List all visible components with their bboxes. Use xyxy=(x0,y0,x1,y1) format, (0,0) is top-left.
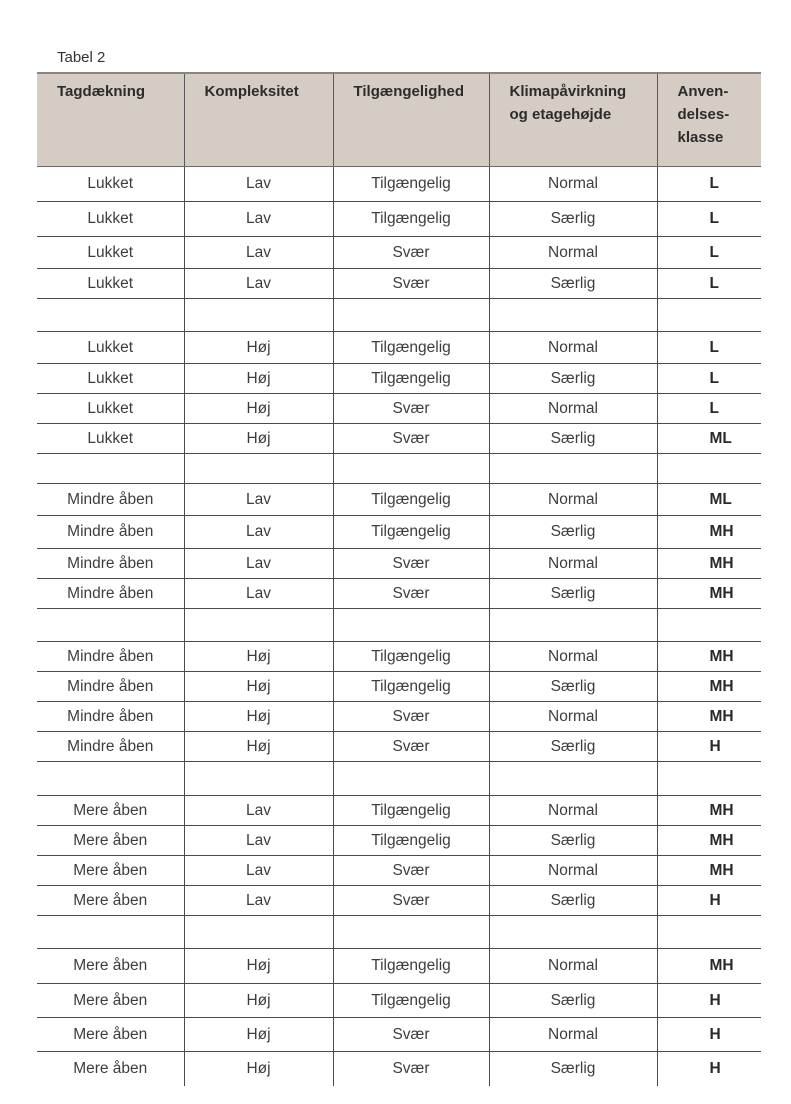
cell-klima: Særlig xyxy=(489,202,657,237)
spacer-cell xyxy=(333,454,489,484)
cell-tilgaengelighed: Tilgængelig xyxy=(333,642,489,672)
cell-klima: Normal xyxy=(489,642,657,672)
spacer-cell xyxy=(657,762,761,796)
table-row xyxy=(37,642,761,672)
cell-tagdaekning: Mere åben xyxy=(37,856,184,886)
cell-kompleksitet: Høj xyxy=(184,332,333,364)
cell-tilgaengelighed: Tilgængelig xyxy=(333,332,489,364)
cell-tilgaengelighed: Tilgængelig xyxy=(333,672,489,702)
table-row xyxy=(37,167,761,202)
table-row xyxy=(37,237,761,269)
cell-tilgaengelighed: Svær xyxy=(333,1052,489,1086)
table-row xyxy=(37,1018,761,1052)
cell-klasse: H xyxy=(657,886,761,916)
spacer-cell xyxy=(489,916,657,949)
cell-tilgaengelighed: Svær xyxy=(333,886,489,916)
cell-kompleksitet: Lav xyxy=(184,167,333,202)
classification-table xyxy=(37,72,761,1086)
cell-kompleksitet: Lav xyxy=(184,237,333,269)
cell-klasse: L xyxy=(657,167,761,202)
spacer-row xyxy=(37,609,761,642)
spacer-cell xyxy=(184,299,333,332)
table-row xyxy=(37,672,761,702)
cell-klima: Særlig xyxy=(489,269,657,299)
cell-tilgaengelighed: Svær xyxy=(333,702,489,732)
cell-tilgaengelighed: Tilgængelig xyxy=(333,826,489,856)
cell-tagdaekning: Mindre åben xyxy=(37,549,184,579)
spacer-cell xyxy=(489,609,657,642)
table-row xyxy=(37,484,761,516)
table-row xyxy=(37,984,761,1018)
cell-klima: Normal xyxy=(489,1018,657,1052)
cell-kompleksitet: Høj xyxy=(184,642,333,672)
cell-tagdaekning: Mere åben xyxy=(37,984,184,1018)
cell-klima: Normal xyxy=(489,796,657,826)
cell-tilgaengelighed: Tilgængelig xyxy=(333,167,489,202)
cell-klasse: L xyxy=(657,269,761,299)
cell-tagdaekning: Mindre åben xyxy=(37,642,184,672)
spacer-cell xyxy=(37,609,184,642)
cell-kompleksitet: Høj xyxy=(184,424,333,454)
cell-klima: Normal xyxy=(489,856,657,886)
cell-kompleksitet: Lav xyxy=(184,549,333,579)
spacer-cell xyxy=(333,762,489,796)
cell-tagdaekning: Mindre åben xyxy=(37,579,184,609)
cell-klima: Normal xyxy=(489,237,657,269)
cell-klasse: MH xyxy=(657,579,761,609)
cell-klasse: MH xyxy=(657,826,761,856)
cell-tagdaekning: Mindre åben xyxy=(37,732,184,762)
cell-klasse: L xyxy=(657,202,761,237)
cell-tagdaekning: Mere åben xyxy=(37,826,184,856)
cell-kompleksitet: Lav xyxy=(184,856,333,886)
cell-tagdaekning: Lukket xyxy=(37,269,184,299)
cell-kompleksitet: Høj xyxy=(184,949,333,984)
cell-klasse: ML xyxy=(657,424,761,454)
cell-klasse: L xyxy=(657,394,761,424)
cell-klasse: MH xyxy=(657,672,761,702)
cell-kompleksitet: Høj xyxy=(184,1052,333,1086)
cell-kompleksitet: Lav xyxy=(184,796,333,826)
cell-tilgaengelighed: Svær xyxy=(333,237,489,269)
spacer-cell xyxy=(657,454,761,484)
cell-klima: Særlig xyxy=(489,826,657,856)
cell-tilgaengelighed: Tilgængelig xyxy=(333,796,489,826)
cell-tagdaekning: Mindre åben xyxy=(37,672,184,702)
cell-tagdaekning: Mindre åben xyxy=(37,516,184,549)
spacer-row xyxy=(37,916,761,949)
table-row xyxy=(37,394,761,424)
cell-klasse: H xyxy=(657,984,761,1018)
cell-kompleksitet: Høj xyxy=(184,702,333,732)
cell-klima: Normal xyxy=(489,394,657,424)
cell-kompleksitet: Lav xyxy=(184,484,333,516)
cell-tilgaengelighed: Tilgængelig xyxy=(333,202,489,237)
spacer-cell xyxy=(489,762,657,796)
spacer-row xyxy=(37,299,761,332)
cell-tilgaengelighed: Svær xyxy=(333,269,489,299)
cell-tagdaekning: Mindre åben xyxy=(37,702,184,732)
cell-klasse: H xyxy=(657,732,761,762)
cell-tagdaekning: Lukket xyxy=(37,364,184,394)
cell-tilgaengelighed: Tilgængelig xyxy=(333,364,489,394)
table-row xyxy=(37,332,761,364)
cell-klima: Særlig xyxy=(489,1052,657,1086)
cell-tagdaekning: Mere åben xyxy=(37,886,184,916)
spacer-cell xyxy=(37,299,184,332)
table-row xyxy=(37,1052,761,1086)
spacer-cell xyxy=(184,762,333,796)
spacer-cell xyxy=(37,916,184,949)
table-row xyxy=(37,579,761,609)
spacer-cell xyxy=(184,609,333,642)
cell-klima: Særlig xyxy=(489,672,657,702)
table-row xyxy=(37,949,761,984)
spacer-cell xyxy=(37,454,184,484)
cell-kompleksitet: Lav xyxy=(184,516,333,549)
cell-kompleksitet: Høj xyxy=(184,1018,333,1052)
cell-tilgaengelighed: Svær xyxy=(333,579,489,609)
cell-klima: Særlig xyxy=(489,886,657,916)
cell-klima: Særlig xyxy=(489,579,657,609)
table-row xyxy=(37,826,761,856)
header-anvendelsesklasse: Anven- delses- klasse xyxy=(657,73,761,167)
cell-tagdaekning: Mere åben xyxy=(37,796,184,826)
cell-klasse: H xyxy=(657,1052,761,1086)
cell-klima: Særlig xyxy=(489,732,657,762)
cell-tilgaengelighed: Svær xyxy=(333,394,489,424)
cell-kompleksitet: Lav xyxy=(184,886,333,916)
spacer-cell xyxy=(184,454,333,484)
cell-kompleksitet: Høj xyxy=(184,732,333,762)
cell-tilgaengelighed: Svær xyxy=(333,549,489,579)
cell-klasse: L xyxy=(657,364,761,394)
table-row xyxy=(37,549,761,579)
table-row xyxy=(37,364,761,394)
header-kompleksitet: Kompleksitet xyxy=(184,73,333,167)
cell-klasse: ML xyxy=(657,484,761,516)
spacer-row xyxy=(37,454,761,484)
cell-tagdaekning: Lukket xyxy=(37,424,184,454)
cell-klima: Normal xyxy=(489,949,657,984)
table-row xyxy=(37,796,761,826)
cell-tilgaengelighed: Svær xyxy=(333,856,489,886)
cell-tilgaengelighed: Tilgængelig xyxy=(333,516,489,549)
table-row xyxy=(37,269,761,299)
spacer-cell xyxy=(37,762,184,796)
table-row xyxy=(37,424,761,454)
cell-kompleksitet: Høj xyxy=(184,984,333,1018)
cell-tagdaekning: Lukket xyxy=(37,167,184,202)
spacer-cell xyxy=(489,299,657,332)
cell-klasse: MH xyxy=(657,702,761,732)
cell-klasse: MH xyxy=(657,516,761,549)
cell-klima: Normal xyxy=(489,167,657,202)
spacer-cell xyxy=(333,299,489,332)
cell-klasse: MH xyxy=(657,949,761,984)
cell-klima: Normal xyxy=(489,702,657,732)
cell-tagdaekning: Lukket xyxy=(37,332,184,364)
cell-kompleksitet: Høj xyxy=(184,394,333,424)
table-caption: Tabel 2 xyxy=(57,49,106,66)
cell-klima: Særlig xyxy=(489,516,657,549)
cell-klima: Normal xyxy=(489,332,657,364)
cell-kompleksitet: Lav xyxy=(184,269,333,299)
cell-tagdaekning: Lukket xyxy=(37,394,184,424)
table-row xyxy=(37,732,761,762)
cell-tagdaekning: Mindre åben xyxy=(37,484,184,516)
cell-tilgaengelighed: Tilgængelig xyxy=(333,984,489,1018)
cell-tilgaengelighed: Svær xyxy=(333,732,489,762)
spacer-cell xyxy=(657,609,761,642)
cell-klasse: MH xyxy=(657,796,761,826)
cell-tagdaekning: Mere åben xyxy=(37,949,184,984)
cell-klasse: MH xyxy=(657,549,761,579)
cell-kompleksitet: Høj xyxy=(184,672,333,702)
header-klimapavirkning: Klimapåvirkning og etagehøjde xyxy=(489,73,657,167)
cell-tilgaengelighed: Svær xyxy=(333,1018,489,1052)
cell-tilgaengelighed: Tilgængelig xyxy=(333,484,489,516)
cell-klima: Normal xyxy=(489,484,657,516)
spacer-cell xyxy=(657,916,761,949)
cell-klima: Særlig xyxy=(489,424,657,454)
header-tilgaengelighed: Tilgængelighed xyxy=(333,73,489,167)
cell-tagdaekning: Mere åben xyxy=(37,1018,184,1052)
cell-tilgaengelighed: Svær xyxy=(333,424,489,454)
cell-klasse: MH xyxy=(657,642,761,672)
header-tagdaekning: Tagdækning xyxy=(37,73,184,167)
cell-tagdaekning: Mere åben xyxy=(73,1059,148,1077)
cell-kompleksitet: Lav xyxy=(184,579,333,609)
cell-klasse: H xyxy=(657,1018,761,1052)
cell-klasse: MH xyxy=(657,856,761,886)
spacer-cell xyxy=(333,609,489,642)
table-row xyxy=(37,202,761,237)
table-row xyxy=(37,702,761,732)
table-row xyxy=(37,856,761,886)
cell-klima: Normal xyxy=(489,549,657,579)
spacer-cell xyxy=(184,916,333,949)
cell-tagdaekning: Lukket xyxy=(37,237,184,269)
cell-klasse: L xyxy=(657,332,761,364)
cell-klasse: L xyxy=(657,237,761,269)
table-row xyxy=(37,516,761,549)
cell-kompleksitet: Høj xyxy=(184,364,333,394)
cell-tilgaengelighed: Tilgængelig xyxy=(333,949,489,984)
cell-kompleksitet: Lav xyxy=(184,826,333,856)
spacer-cell xyxy=(657,299,761,332)
cell-klima: Særlig xyxy=(489,984,657,1018)
table-row xyxy=(37,886,761,916)
header-row xyxy=(37,73,761,167)
cell-klima: Særlig xyxy=(489,364,657,394)
spacer-row xyxy=(37,762,761,796)
spacer-cell xyxy=(489,454,657,484)
cell-tagdaekning: Lukket xyxy=(37,202,184,237)
spacer-cell xyxy=(333,916,489,949)
cell-kompleksitet: Lav xyxy=(184,202,333,237)
